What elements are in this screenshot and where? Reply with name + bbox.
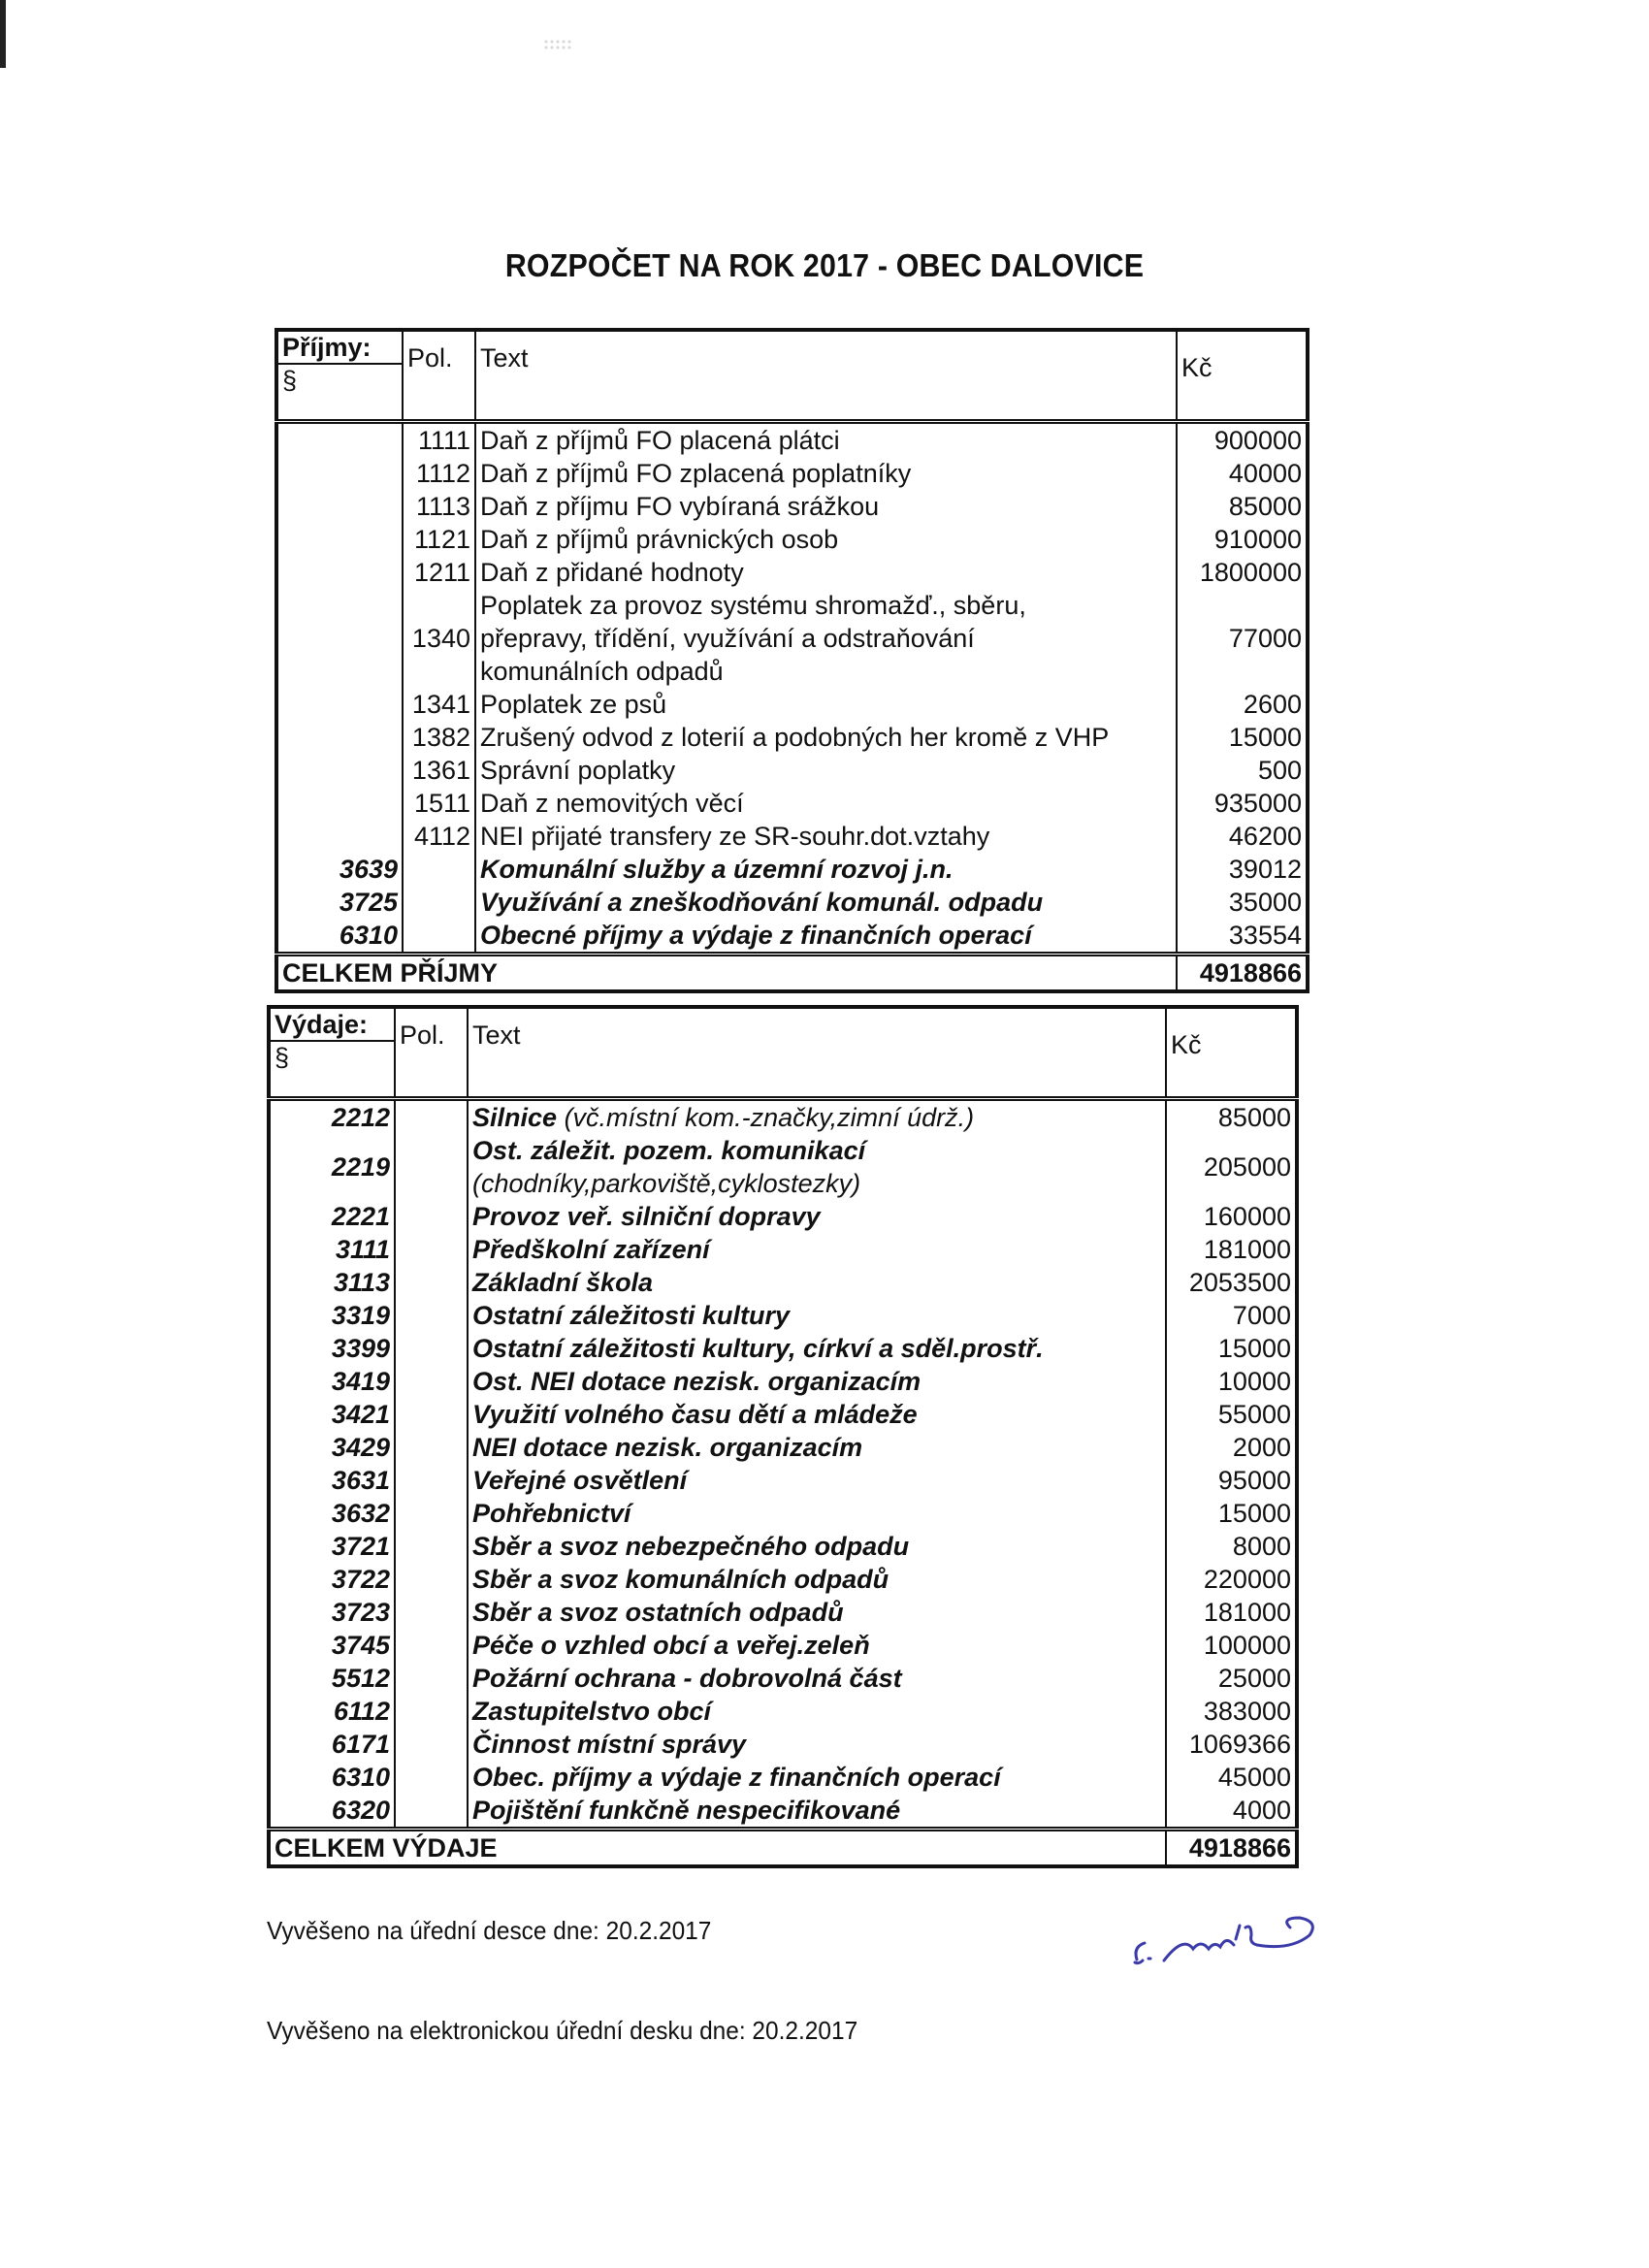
total-amount: 4918866 xyxy=(1177,955,1308,992)
item-code: 1382 xyxy=(403,721,475,754)
item-code: 1511 xyxy=(403,787,475,820)
row-amount: 910000 xyxy=(1213,525,1302,554)
paragraph-code: 6171 xyxy=(269,1728,395,1761)
row-amount: 85000 xyxy=(1228,492,1302,521)
row-amount: 160000 xyxy=(1203,1202,1291,1231)
row-text-line: Ost. záležit. pozem. komunikací xyxy=(472,1136,866,1165)
income-row xyxy=(276,919,1308,955)
row-text-line: Poplatek za provoz systému shromažď., sběru, xyxy=(480,591,1026,620)
paragraph-code xyxy=(276,787,403,820)
expense-row xyxy=(269,1332,1297,1365)
income-row xyxy=(276,457,1308,490)
expense-row xyxy=(269,1099,1297,1135)
income-row xyxy=(276,886,1308,919)
expense-row xyxy=(269,1299,1297,1332)
row-text: Ost. NEI dotace nezisk. organizacím xyxy=(468,1365,1166,1398)
paragraph-code: 3111 xyxy=(269,1233,395,1266)
header-item: Pol. xyxy=(403,330,475,422)
row-amount: 181000 xyxy=(1203,1598,1291,1627)
scan-speck xyxy=(543,39,572,50)
paragraph-code: 3399 xyxy=(269,1332,395,1365)
paragraph-code: 2219 xyxy=(269,1134,395,1200)
paragraph-code xyxy=(276,754,403,787)
row-text: Provoz veř. silniční dopravy xyxy=(468,1200,1166,1233)
row-text: Obec. příjmy a výdaje z finančních operací xyxy=(468,1761,1166,1794)
paragraph-code: 2212 xyxy=(269,1099,395,1135)
row-amount: 15000 xyxy=(1217,1499,1291,1528)
paragraph-code xyxy=(276,589,403,688)
paragraph-code: 3419 xyxy=(269,1365,395,1398)
paragraph-code xyxy=(276,523,403,556)
row-text: Pojištění funkčně nespecifikované xyxy=(468,1794,1166,1830)
row-text: Poplatek ze psů xyxy=(475,688,1177,721)
row-text: Péče o vzhled obcí a veřej.zeleň xyxy=(468,1629,1166,1662)
item-code: 1211 xyxy=(403,556,475,589)
row-amount: 220000 xyxy=(1203,1565,1291,1594)
paragraph-code: 3745 xyxy=(269,1629,395,1662)
income-header-row xyxy=(276,330,1308,422)
row-amount: 900000 xyxy=(1213,426,1302,455)
paragraph-code: 3421 xyxy=(269,1398,395,1431)
row-text: Daň z příjmů právnických osob xyxy=(475,523,1177,556)
item-code xyxy=(403,919,475,955)
item-code xyxy=(395,1200,468,1233)
row-text xyxy=(468,1134,1166,1200)
item-code xyxy=(395,1728,468,1761)
header-item: Pol. xyxy=(395,1007,468,1099)
item-code xyxy=(395,1629,468,1662)
row-text: Správní poplatky xyxy=(475,754,1177,787)
row-text: Základní škola xyxy=(468,1266,1166,1299)
row-amount: 25000 xyxy=(1217,1664,1291,1693)
item-code xyxy=(403,886,475,919)
row-amount: 46200 xyxy=(1228,822,1302,851)
header-text: Text xyxy=(475,330,1177,422)
expense-row xyxy=(269,1497,1297,1530)
total-amount: 4918866 xyxy=(1166,1830,1297,1867)
row-text: Požární ochrana - dobrovolná část xyxy=(468,1662,1166,1695)
paragraph-code: 3632 xyxy=(269,1497,395,1530)
paragraph-code: 3723 xyxy=(269,1596,395,1629)
row-text: NEI dotace nezisk. organizacím xyxy=(468,1431,1166,1464)
paragraph-code: 2221 xyxy=(269,1200,395,1233)
item-code: 1361 xyxy=(403,754,475,787)
row-text: NEI přijaté transfery ze SR-souhr.dot.vztahy xyxy=(475,820,1177,853)
row-text: Zastupitelstvo obcí xyxy=(468,1695,1166,1728)
item-code: 1111 xyxy=(403,422,475,458)
row-amount: 100000 xyxy=(1203,1631,1291,1660)
expense-row xyxy=(269,1596,1297,1629)
row-text-subline: (chodníky,parkoviště,cyklostezky) xyxy=(472,1169,861,1198)
income-table xyxy=(275,328,1310,993)
expense-table xyxy=(267,1005,1299,1868)
item-code xyxy=(403,853,475,886)
income-section-label: Příjmy: xyxy=(278,332,402,365)
expense-row xyxy=(269,1266,1297,1299)
row-text: Daň z přidané hodnoty xyxy=(475,556,1177,589)
expense-row xyxy=(269,1662,1297,1695)
item-code xyxy=(395,1563,468,1596)
header-amount: Kč xyxy=(1177,330,1308,422)
item-code xyxy=(395,1596,468,1629)
item-code: 1112 xyxy=(403,457,475,490)
expense-row xyxy=(269,1398,1297,1431)
item-code xyxy=(395,1398,468,1431)
row-amount: 7000 xyxy=(1232,1301,1291,1330)
item-code xyxy=(395,1299,468,1332)
total-label: CELKEM VÝDAJE xyxy=(269,1830,1166,1867)
row-amount: 4000 xyxy=(1232,1796,1291,1825)
signature xyxy=(1125,1906,1358,1974)
item-code xyxy=(395,1099,468,1135)
row-amount: 205000 xyxy=(1203,1152,1291,1182)
expense-total-row xyxy=(269,1830,1297,1867)
income-row xyxy=(276,853,1308,886)
paragraph-code: 3721 xyxy=(269,1530,395,1563)
expense-header-row xyxy=(269,1007,1297,1099)
paragraph-code: 6310 xyxy=(269,1761,395,1794)
row-text: Využití volného času dětí a mládeže xyxy=(468,1398,1166,1431)
row-amount: 10000 xyxy=(1217,1367,1291,1396)
row-amount: 1800000 xyxy=(1199,558,1302,587)
signature-stroke xyxy=(1135,1918,1312,1963)
item-code xyxy=(395,1497,468,1530)
expense-row xyxy=(269,1530,1297,1563)
scan-edge-mark xyxy=(0,0,6,68)
item-code: 1341 xyxy=(403,688,475,721)
row-amount: 85000 xyxy=(1217,1103,1291,1132)
row-text xyxy=(468,1099,1166,1135)
expense-section-label: Výdaje: xyxy=(271,1009,394,1042)
income-row xyxy=(276,556,1308,589)
item-code: 1340 xyxy=(403,589,475,688)
income-row xyxy=(276,422,1308,458)
paragraph-code xyxy=(276,556,403,589)
row-amount: 40000 xyxy=(1228,459,1302,488)
row-text: Veřejné osvětlení xyxy=(468,1464,1166,1497)
item-code: 4112 xyxy=(403,820,475,853)
paragraph-code xyxy=(276,721,403,754)
row-text-line: přepravy, třídění, využívání a odstraňování xyxy=(480,624,975,653)
paragraph-code xyxy=(276,422,403,458)
expense-row xyxy=(269,1695,1297,1728)
paragraph-code xyxy=(276,820,403,853)
income-row xyxy=(276,523,1308,556)
header-text: Text xyxy=(468,1007,1166,1099)
item-code xyxy=(395,1695,468,1728)
item-code xyxy=(395,1134,468,1200)
row-text: Sběr a svoz ostatních odpadů xyxy=(468,1596,1166,1629)
paragraph-code: 3113 xyxy=(269,1266,395,1299)
income-row xyxy=(276,688,1308,721)
row-amount: 181000 xyxy=(1203,1235,1291,1264)
item-code xyxy=(395,1761,468,1794)
item-code xyxy=(395,1332,468,1365)
row-text: Daň z příjmů FO placená plátci xyxy=(475,422,1177,458)
header-paragraph-cell xyxy=(276,330,403,422)
row-text: Ostatní záležitosti kultury, církví a sděl.prostř. xyxy=(468,1332,1166,1365)
row-amount: 15000 xyxy=(1228,723,1302,752)
expense-row xyxy=(269,1563,1297,1596)
header-amount: Kč xyxy=(1166,1007,1297,1099)
expense-row xyxy=(269,1365,1297,1398)
posted-on-board-note: Vyvěšeno na úřední desce dne: 20.2.2017 xyxy=(267,1916,712,1945)
row-amount: 2053500 xyxy=(1188,1268,1291,1297)
expense-row xyxy=(269,1464,1297,1497)
income-row xyxy=(276,490,1308,523)
total-label: CELKEM PŘÍJMY xyxy=(276,955,1177,992)
paragraph-code: 3725 xyxy=(276,886,403,919)
expense-row xyxy=(269,1200,1297,1233)
expense-row xyxy=(269,1629,1297,1662)
item-code xyxy=(395,1662,468,1695)
row-text-main: Silnice xyxy=(472,1103,558,1132)
row-text xyxy=(475,589,1177,688)
row-text: Sběr a svoz komunálních odpadů xyxy=(468,1563,1166,1596)
item-code xyxy=(395,1365,468,1398)
income-row xyxy=(276,721,1308,754)
paragraph-code xyxy=(276,490,403,523)
header-paragraph-cell xyxy=(269,1007,395,1099)
row-amount: 383000 xyxy=(1203,1697,1291,1726)
paragraph-code: 3722 xyxy=(269,1563,395,1596)
header-paragraph: § xyxy=(275,1043,290,1072)
row-text: Činnost místní správy xyxy=(468,1728,1166,1761)
row-text: Ostatní záležitosti kultury xyxy=(468,1299,1166,1332)
row-text: Využívání a zneškodňování komunál. odpadu xyxy=(475,886,1177,919)
expense-row xyxy=(269,1728,1297,1761)
row-text: Daň z příjmů FO zplacená poplatníky xyxy=(475,457,1177,490)
row-text: Pohřebnictví xyxy=(468,1497,1166,1530)
row-amount: 45000 xyxy=(1217,1763,1291,1792)
item-code: 1121 xyxy=(403,523,475,556)
paragraph-code xyxy=(276,457,403,490)
row-text: Předškolní zařízení xyxy=(468,1233,1166,1266)
row-amount: 935000 xyxy=(1213,789,1302,818)
item-code xyxy=(395,1266,468,1299)
page-title: ROZPOČET NA ROK 2017 - OBEC DALOVICE xyxy=(504,247,1145,283)
item-code: 1113 xyxy=(403,490,475,523)
item-code xyxy=(395,1233,468,1266)
row-text: Obecné příjmy a výdaje z finančních operací xyxy=(475,919,1177,955)
expense-row xyxy=(269,1134,1297,1200)
row-text-line: komunálních odpadů xyxy=(480,657,724,686)
row-text: Daň z příjmu FO vybíraná srážkou xyxy=(475,490,1177,523)
expense-row xyxy=(269,1794,1297,1830)
item-code xyxy=(395,1530,468,1563)
paragraph-code: 3631 xyxy=(269,1464,395,1497)
row-amount: 77000 xyxy=(1228,624,1302,653)
posted-electronic-note: Vyvěšeno na elektronickou úřední desku dne: 20.2.2017 xyxy=(267,2016,858,2045)
paragraph-code: 3319 xyxy=(269,1299,395,1332)
header-paragraph: § xyxy=(282,366,298,395)
row-amount: 500 xyxy=(1257,756,1302,785)
income-row xyxy=(276,754,1308,787)
expense-row xyxy=(269,1431,1297,1464)
income-row xyxy=(276,787,1308,820)
paragraph-code: 3429 xyxy=(269,1431,395,1464)
income-row xyxy=(276,820,1308,853)
row-amount: 39012 xyxy=(1228,855,1302,884)
item-code xyxy=(395,1464,468,1497)
row-amount: 55000 xyxy=(1217,1400,1291,1429)
row-text: Komunální služby a územní rozvoj j.n. xyxy=(475,853,1177,886)
income-row xyxy=(276,589,1308,688)
paragraph-code: 6112 xyxy=(269,1695,395,1728)
item-code xyxy=(395,1794,468,1830)
row-amount: 95000 xyxy=(1217,1466,1291,1495)
row-amount: 35000 xyxy=(1228,888,1302,917)
row-amount: 33554 xyxy=(1228,921,1302,950)
row-text: Zrušený odvod z loterií a podobných her kromě z VHP xyxy=(475,721,1177,754)
paragraph-code xyxy=(276,688,403,721)
paragraph-code: 3639 xyxy=(276,853,403,886)
row-amount: 15000 xyxy=(1217,1334,1291,1363)
row-amount: 2000 xyxy=(1232,1433,1291,1462)
paragraph-code: 6310 xyxy=(276,919,403,955)
income-total-row xyxy=(276,955,1308,992)
row-amount: 1069366 xyxy=(1188,1730,1291,1759)
item-code xyxy=(395,1431,468,1464)
paragraph-code: 5512 xyxy=(269,1662,395,1695)
row-text: Sběr a svoz nebezpečného odpadu xyxy=(468,1530,1166,1563)
expense-row xyxy=(269,1761,1297,1794)
row-amount: 2600 xyxy=(1243,690,1302,719)
row-amount: 8000 xyxy=(1232,1532,1291,1561)
paragraph-code: 6320 xyxy=(269,1794,395,1830)
expense-row xyxy=(269,1233,1297,1266)
row-text: Daň z nemovitých věcí xyxy=(475,787,1177,820)
row-text-sub: (vč.místní kom.-značky,zimní údrž.) xyxy=(564,1103,975,1132)
